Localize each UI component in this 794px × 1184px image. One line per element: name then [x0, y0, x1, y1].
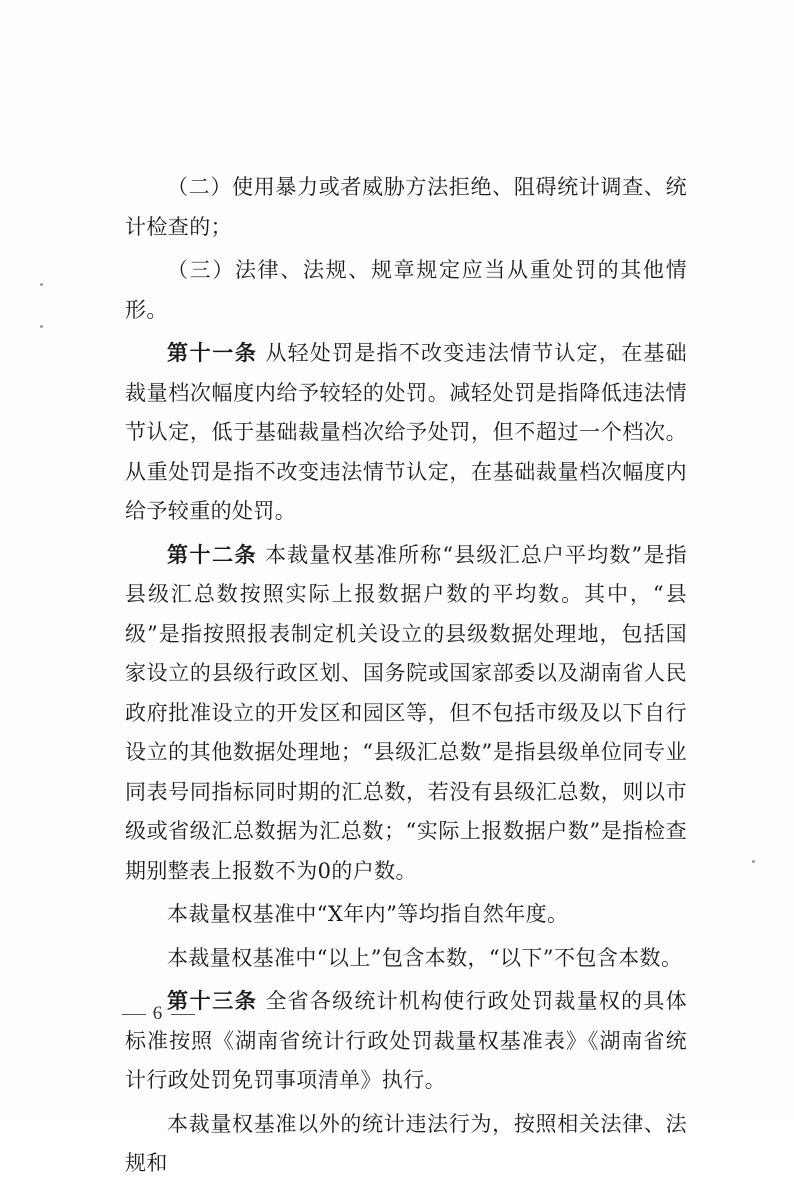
- paragraph-text: 从轻处罚是指不改变违法情节认定，在基础裁量档次幅度内给予较轻的处罚。减轻处罚是指降低违法情节认定，低于基础裁量档次给予处罚，但不超过一个档次。从重处罚是指不改变违法情节认定，在基础裁量档次幅度内给予较重的处罚。: [125, 341, 687, 523]
- scan-mark: [40, 325, 43, 328]
- article-heading: 第十三条: [167, 989, 258, 1013]
- page-number-value: 6: [152, 1003, 165, 1024]
- paragraph-range-note: [125, 939, 687, 979]
- paragraph-year-note: [125, 895, 687, 935]
- paragraph-text: 本裁量权基准以外的统计违法行为，按照相关法律、法规和: [125, 1111, 687, 1175]
- page-number: [122, 1003, 195, 1025]
- article-11: [125, 334, 687, 532]
- article-heading: 第十二条: [167, 542, 258, 567]
- paragraph-last: [125, 1105, 687, 1184]
- page-number-dash-left: [122, 1014, 146, 1015]
- article-13: [125, 982, 687, 1101]
- article-12: [125, 536, 687, 892]
- paragraph-text: 本裁量权基准中“以上”包含本数，“以下”不包含本数。: [167, 945, 683, 970]
- body-text: [125, 168, 687, 1184]
- paragraph-text: （二）使用暴力或者威胁方法拒绝、阻碍统计调查、统计检查的；: [125, 175, 687, 239]
- page-number-dash-right: [171, 1014, 195, 1015]
- scan-mark: [752, 860, 755, 863]
- paragraph-2: [125, 251, 687, 330]
- paragraph-text: （三）法律、法规、规章规定应当从重处罚的其他情形。: [125, 258, 687, 322]
- paragraph-text: 本裁量权基准中“X年内”等均指自然年度。: [167, 902, 569, 926]
- scan-mark: [40, 283, 43, 286]
- article-heading: 第十一条: [167, 341, 258, 365]
- paragraph-text: 本裁量权基准所称“县级汇总户平均数”是指县级汇总数按照实际上报数据户数的平均数。其中，“县级”是指按照报表制定机关设立的县级数据处理地，包括国家设立的县级行政区划、国务院或国家部委以及湖南省人民政府批准设立的开发区和园区等，但不包括市级及以下自行设立的其他数据处理地；“县级汇总数”是指县级单位同专业同表号同指标同时期的汇总数，若没有县级汇总数，则以市级或省级汇总数据为汇总数；“实际上报数据户数”是指检查期别整表上报数不为0的户数。: [125, 542, 687, 883]
- paragraph-text: 全省各级统计机构使行政处罚裁量权的具体标准按照《湖南省统计行政处罚裁量权基准表》《湖南省统计行政处罚免罚事项清单》执行。: [125, 989, 687, 1092]
- paragraph-1: [125, 168, 687, 247]
